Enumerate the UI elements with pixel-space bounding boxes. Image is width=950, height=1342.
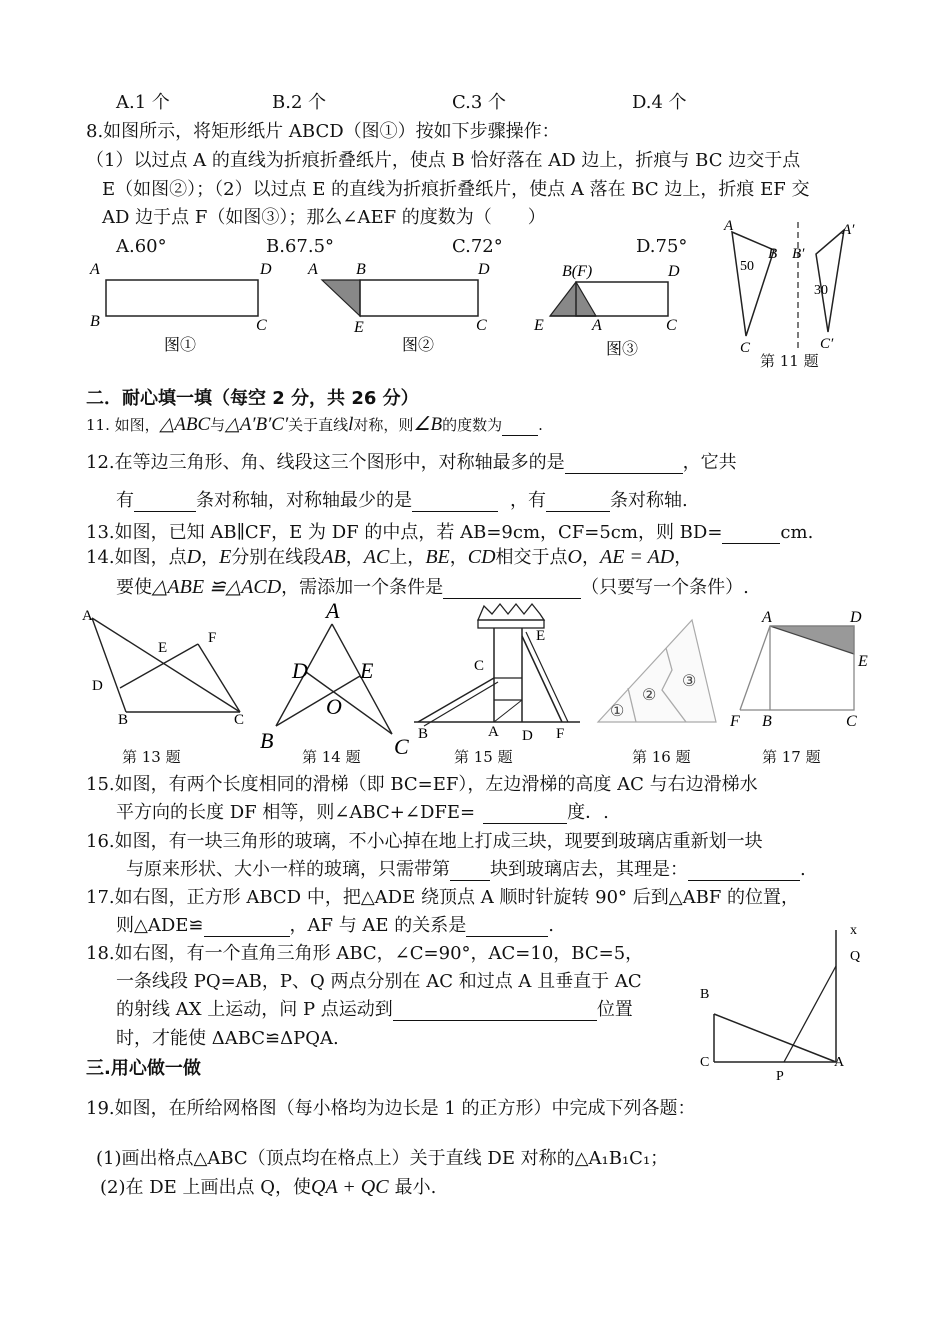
fig3-caption: 图③ — [606, 341, 639, 358]
q17-t4: . — [548, 915, 555, 936]
q8-line2: （1）以过点 A 的直线为折痕折叠纸片，使点 B 恰好落在 AD 边上，折痕与 BC 边交于点 — [86, 150, 801, 171]
fig13-label-f: F — [208, 630, 217, 646]
q12-blank1[interactable] — [565, 455, 683, 474]
fig11-label-c: C — [740, 340, 751, 356]
fig14-label-c: C — [394, 734, 409, 759]
q17-line2 — [116, 915, 554, 937]
q15-line2 — [116, 802, 609, 824]
q11-t6: . — [538, 416, 543, 434]
q12-blank4[interactable] — [546, 493, 610, 512]
q8-line3: E（如图②）；（2）以过点 E 的直线为折痕折叠纸片，使点 A 落在 BC 边上，折痕 EF 交 — [102, 179, 810, 200]
fig15-label-b: B — [418, 726, 429, 742]
fig2-label-b: B — [356, 261, 366, 278]
fig15-label-f: F — [556, 726, 565, 742]
q18-t3: 的射线 AX 上运动，问 P 点运动到 — [116, 999, 393, 1020]
q13-t1: 13.如图，已知 AB∥CF，E 为 DF 的中点，若 AB=9cm，CF=5cm，则 BD= — [86, 522, 723, 543]
fig15 — [414, 602, 584, 742]
q12-line2 — [116, 490, 688, 512]
q7-option-d: D.4 个 — [632, 92, 687, 113]
q16-t4: . — [800, 859, 806, 880]
fig17-label-a: A — [762, 609, 772, 626]
q16-t2: 与原来形状、大小一样的玻璃，只需带第 — [126, 859, 450, 880]
q14-t9: ， — [674, 547, 693, 568]
q12-t5: ，有 — [510, 490, 546, 511]
q14-be: BE — [425, 546, 450, 568]
fig13-caption: 第 13 题 — [122, 748, 181, 766]
fig16-piece-2: ② — [642, 687, 657, 704]
fig11-label-b2: B′ — [792, 246, 805, 262]
q14-cong: △ABE ≌△ACD — [152, 576, 282, 598]
fig1-caption: 图① — [164, 337, 197, 354]
q14-t7: 相交于点 — [495, 547, 568, 568]
q14-t1: 14.如图，点 — [86, 547, 187, 568]
q15-blank[interactable] — [483, 805, 567, 824]
q14-t8: ， — [582, 547, 600, 568]
q8-line1: 8.如图所示，将矩形纸片 ABCD（图①）按如下步骤操作： — [86, 121, 560, 142]
fig18-label-x: x — [850, 923, 857, 938]
q18-line3 — [116, 999, 633, 1021]
fig13 — [80, 604, 260, 744]
q8-option-a: A.60° — [116, 236, 167, 257]
q8-line4: AD 边于点 F（如图③）；那么∠AEF 的度数为（ ） — [102, 207, 546, 228]
fig11-label-a2: A′ — [842, 222, 855, 238]
fig14-label-b: B — [260, 728, 274, 753]
fig15-label-c: C — [474, 658, 485, 674]
q16-blank2[interactable] — [688, 862, 800, 881]
q14-d: D — [186, 546, 202, 568]
q12-blank2[interactable] — [134, 493, 196, 512]
fig17-label-f: F — [730, 713, 740, 730]
q18-t4: 位置 — [596, 999, 633, 1020]
fig15-label-e: E — [536, 628, 546, 644]
q16-t3: 块到玻璃店去，其理是： — [490, 859, 688, 880]
q14-e: E — [219, 546, 232, 568]
q11-t3: 关于直线 — [288, 416, 349, 434]
q18-line2: 一条线段 PQ=AB，P、Q 两点分别在 AC 和过点 A 且垂直于 AC — [116, 971, 642, 992]
fig2-caption: 图② — [402, 337, 435, 354]
fig11-label-a: A — [724, 218, 734, 234]
q8-option-d: D.75° — [636, 236, 688, 257]
fig14-label-d: D — [292, 658, 308, 683]
fig15-label-d: D — [522, 728, 533, 744]
fig11-label-c2: C′ — [820, 336, 834, 352]
fig17-label-e: E — [858, 653, 868, 670]
q7-option-a: A.1 个 — [116, 92, 170, 113]
q13 — [86, 522, 813, 544]
q11-l: l — [348, 414, 354, 435]
fig13-label-d: D — [92, 678, 103, 694]
q12-t4: 条对称轴，对称轴最少的是 — [196, 490, 412, 511]
q12-t1: 12.在等边三角形、角、线段这三个图形中，对称轴最多的是 — [86, 452, 565, 473]
fig3-label-e: E — [534, 317, 544, 334]
q14-eq: AE = AD — [600, 546, 675, 568]
fig3-label-d: D — [668, 263, 680, 280]
fig13-label-c: C — [234, 712, 245, 728]
fig16-caption: 第 16 题 — [632, 748, 691, 766]
section3-title: 三.用心做一做 — [86, 1058, 201, 1079]
q19-expr: QA + QC — [311, 1176, 389, 1198]
fig11-angle-30: 30 — [814, 283, 828, 298]
fig17-label-b: B — [762, 713, 772, 730]
fig17-caption: 第 17 题 — [762, 748, 821, 766]
fig2-label-d: D — [478, 261, 490, 278]
q14-t12: （只要写一个条件）. — [581, 577, 749, 598]
fig18 — [696, 918, 866, 1084]
q17-blank1[interactable] — [204, 918, 290, 937]
fig1-label-a: A — [90, 261, 100, 278]
q19-t4: 最小. — [394, 1177, 437, 1198]
q18-line4: 时，才能使 ΔABC≌ΔPQA. — [116, 1028, 339, 1049]
fig15-caption: 第 15 题 — [454, 748, 513, 766]
fig11 — [718, 218, 878, 368]
fig14-label-o: O — [326, 694, 342, 719]
q17-blank2[interactable] — [466, 918, 548, 937]
q14-blank[interactable] — [443, 580, 581, 599]
q14-t3: 分别在线段 — [231, 547, 322, 568]
q11-t5: 的度数为 — [442, 416, 503, 434]
q7-option-c: C.3 个 — [452, 92, 507, 113]
q8-option-b: B.67.5° — [266, 236, 335, 257]
q11-tri1: △ABC — [159, 414, 211, 435]
q13-t2: cm. — [780, 522, 814, 543]
fig17 — [726, 604, 876, 740]
q12-blank3[interactable] — [412, 493, 498, 512]
q16-line2 — [126, 859, 806, 881]
q15-line1: 15.如图，有两个长度相同的滑梯（即 BC=EF），左边滑梯的高度 AC 与右边滑梯水 — [86, 774, 758, 795]
fig2-label-e: E — [354, 319, 364, 336]
q13-blank[interactable] — [722, 525, 780, 544]
fig16 — [592, 604, 722, 734]
q19-line1: 19.如图，在所给网格图（每小格均为边长是 1 的正方形）中完成下列各题： — [86, 1098, 696, 1119]
fig11-angle-50: 50 — [740, 259, 754, 274]
q15-t3: 度．. — [567, 802, 609, 823]
q11-tri2: △A′B′C′ — [225, 414, 289, 435]
q19-line2: (1)画出格点△ABC（顶点均在格点上）关于直线 DE 对称的△A₁B₁C₁； — [96, 1148, 669, 1169]
fig18-label-b: B — [700, 987, 710, 1002]
section2-title: 二．耐心填一填（每空 2 分，共 26 分） — [86, 388, 419, 409]
q17-t2: 则△ADE≌ — [116, 915, 204, 936]
q8-option-c: C.72° — [452, 236, 503, 257]
q11-t1: 11. 如图， — [86, 416, 160, 434]
q14-t4: ， — [345, 547, 364, 568]
q16-blank1[interactable] — [450, 862, 490, 881]
q14-t5: 上， — [389, 547, 426, 568]
q14-t11: ，需添加一个条件是 — [281, 577, 444, 598]
fig14-label-e: E — [360, 658, 374, 683]
q19-t3: (2)在 DE 上画出点 Q，使 — [100, 1177, 311, 1198]
q14-t10: 要使 — [116, 577, 152, 598]
fig13-label-e: E — [158, 640, 168, 656]
q11-angle-b: ∠B — [413, 414, 443, 435]
q17-line1: 17.如右图，正方形 ABCD 中，把△ADE 绕顶点 A 顺时针旋转 90° 后到△ABF 的位置， — [86, 887, 800, 908]
fig1-label-d: D — [260, 261, 272, 278]
q14-line2 — [116, 576, 749, 599]
fig17-label-c: C — [846, 713, 857, 730]
q12-t3: 有 — [116, 490, 134, 511]
fig14-label-a: A — [326, 598, 340, 623]
q14-t2: ， — [201, 547, 220, 568]
q14-o: O — [567, 546, 582, 568]
q18-blank[interactable] — [393, 1002, 597, 1021]
fig18-label-q: Q — [850, 949, 861, 964]
fig17-label-d: D — [850, 609, 862, 626]
fig1-label-c: C — [256, 317, 267, 334]
fig18-label-a: A — [834, 1055, 845, 1070]
fig2-label-a: A — [308, 261, 318, 278]
fig13-label-b: B — [118, 712, 129, 728]
q14-ac: AC — [363, 546, 390, 568]
q11-t4: 对称，则 — [353, 416, 414, 434]
fig14-caption: 第 14 题 — [302, 748, 361, 766]
fig18-label-p: P — [776, 1069, 784, 1084]
fig15-label-a: A — [488, 724, 499, 740]
q12-t6: 条对称轴. — [610, 490, 688, 511]
fig2-label-c: C — [476, 317, 487, 334]
q18-line1: 18.如右图，有一个直角三角形 ABC，∠C=90°，AC=10，BC=5， — [86, 943, 644, 964]
q11-blank[interactable] — [502, 417, 538, 436]
fig3-label-a: A — [592, 317, 602, 334]
q12-line1 — [86, 452, 737, 474]
fig16-piece-1: ① — [610, 703, 625, 720]
fig13-label-a: A — [82, 608, 93, 624]
q14-cd: CD — [467, 546, 496, 568]
fig3-label-bf: B(F) — [562, 263, 593, 280]
q14-ab: AB — [321, 546, 346, 568]
q11-t2: 与 — [210, 416, 226, 434]
fig16-piece-3: ③ — [682, 673, 697, 690]
q15-t2: 平方向的长度 DF 相等，则∠ABC+∠DFE= — [116, 802, 476, 823]
q8-figures — [84, 258, 704, 368]
q16-line1: 16.如图，有一块三角形的玻璃，不小心掉在地上打成三块，现要到玻璃店重新划一块 — [86, 831, 763, 852]
q7-option-b: B.2 个 — [272, 92, 327, 113]
q19-line3 — [100, 1176, 436, 1199]
q14-t6: ， — [449, 547, 468, 568]
q11 — [86, 414, 543, 436]
fig3-label-c: C — [666, 317, 677, 334]
q12-t2: ，它共 — [682, 452, 737, 473]
fig11-label-b: B — [768, 246, 778, 262]
fig1-label-b: B — [90, 313, 100, 330]
fig18-label-c: C — [700, 1055, 710, 1070]
q14-line1 — [86, 546, 692, 569]
q17-t3: ，AF 与 AE 的关系是 — [289, 915, 467, 936]
fig11-caption: 第 11 题 — [760, 352, 819, 370]
